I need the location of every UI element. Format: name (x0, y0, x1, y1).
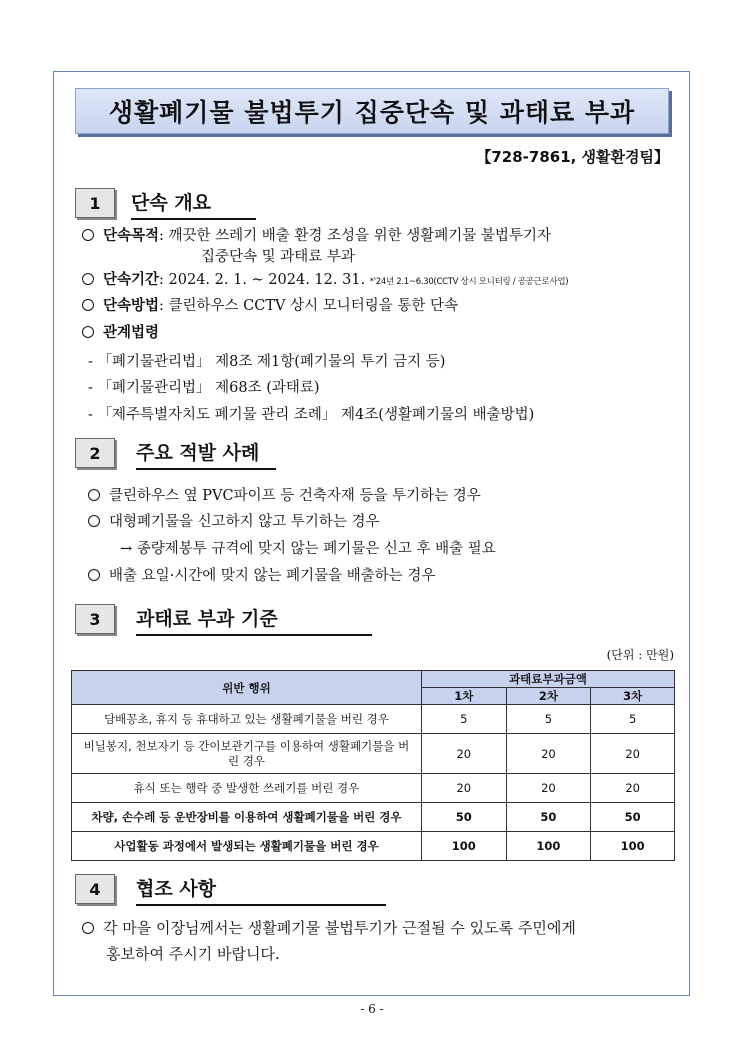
fine-table (71, 670, 675, 861)
law-item: - 「폐기물관리법」 제8조 제1항(폐기물의 투기 금지 등) (88, 354, 446, 370)
table-row: 차량, 손수레 등 운반장비를 이용하여 생활폐기물을 버린 경우 50 50 50 (72, 803, 675, 832)
section-2-title: 주요 적발 사례 (136, 438, 276, 470)
method-line (82, 296, 458, 316)
unit-label: (단위 : 만원) (606, 648, 674, 662)
section-1-number: 1 (75, 188, 115, 218)
method-label: 단속방법 (103, 298, 160, 314)
table-row: 비닐봉지, 천보자기 등 간이보관기구를 이용하여 생활폐기물을 버린 경우 20 20 20 (72, 734, 675, 774)
purpose-text: : 깨끗한 쓰레기 배출 환경 조성을 위한 생활폐기물 불법투기자 (159, 228, 551, 244)
table-row: 사업활동 과정에서 발생되는 생활폐기물을 버린 경우 100 100 100 (72, 832, 675, 861)
law-label: 관계법령 (103, 325, 160, 341)
page-number: - 6 - (360, 1002, 384, 1016)
section-4-number: 4 (75, 874, 115, 904)
col-amount-header: 과태료부과금액 (421, 671, 674, 688)
col-2nd-header: 2차 (506, 688, 591, 705)
circle-bullet-icon (82, 229, 94, 241)
contact-info: 【728-7861, 생활환경팀】 (476, 148, 669, 166)
cooperation-line-cont: 홍보하여 주시기 바랍니다. (106, 945, 280, 963)
col-1st-header: 1차 (421, 688, 506, 705)
circle-bullet-icon (88, 515, 100, 527)
circle-bullet-icon (88, 489, 100, 501)
circle-bullet-icon (82, 326, 94, 338)
circle-bullet-icon (82, 299, 94, 311)
purpose-text-cont: 집중단속 및 과태료 부과 (201, 249, 355, 265)
page-title: 생활폐기물 불법투기 집중단속 및 과태료 부과 (108, 98, 636, 127)
law-item: - 「폐기물관리법」 제68조 (과태료) (88, 380, 320, 396)
section-2-number: 2 (75, 438, 115, 468)
cooperation-line: 각 마을 이장님께서는 생활폐기물 불법투기가 근절될 수 있도록 주민에게 (82, 918, 576, 938)
col-3rd-header: 3차 (591, 688, 675, 705)
law-line (82, 323, 159, 343)
case-item: 클린하우스 옆 PVC파이프 등 건축자재 등을 투기하는 경우 (88, 486, 481, 506)
case-item: 대형폐기물을 신고하지 않고 투기하는 경우 (88, 512, 380, 532)
section-4-title: 협조 사항 (136, 874, 386, 906)
period-label: 단속기간 (103, 272, 160, 288)
circle-bullet-icon (88, 569, 100, 581)
circle-bullet-icon (82, 922, 94, 934)
purpose-label: 단속목적 (103, 228, 160, 244)
method-text: : 클린하우스 CCTV 상시 모니터링을 통한 단속 (159, 298, 459, 314)
case-item: 배출 요일·시간에 맞지 않는 폐기물을 배출하는 경우 (88, 566, 435, 586)
col-violation-header: 위반 행위 (72, 671, 422, 705)
title-banner (75, 88, 669, 134)
period-line (82, 270, 568, 292)
section-1-title: 단속 개요 (131, 188, 256, 220)
section-3-title: 과태료 부과 기준 (136, 604, 372, 636)
table-row: 휴식 또는 행락 중 발생한 쓰레기를 버린 경우 20 20 20 (72, 774, 675, 803)
circle-bullet-icon (82, 273, 94, 285)
purpose-line (82, 226, 551, 246)
case-subitem: → 종량제봉투 규격에 맞지 않는 폐기물은 신고 후 배출 필요 (120, 541, 496, 557)
period-note: *'24년 2.1~6.30(CCTV 상시 모니터링 / 공공근로사업) (369, 277, 569, 287)
section-3-number: 3 (75, 604, 115, 634)
table-row: 담배꽁초, 휴지 등 휴대하고 있는 생활폐기물을 버린 경우 5 5 5 (72, 705, 675, 734)
law-item: - 「제주특별자치도 폐기물 관리 조례」 제4조(생활폐기물의 배출방법) (88, 407, 535, 423)
period-text: : 2024. 2. 1. ~ 2024. 12. 31. (159, 272, 366, 288)
